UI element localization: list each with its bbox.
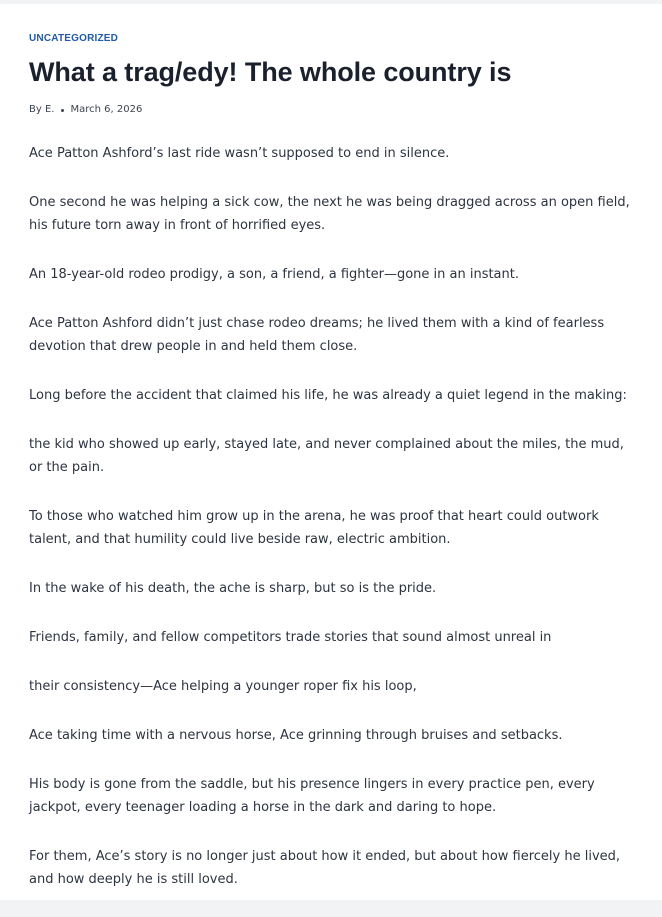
paragraph: To those who watched him grow up in the arena, he was proof that heart could outwork talent, and that humility could live beside raw, electric ambition. bbox=[29, 509, 599, 547]
paragraph: His body is gone from the saddle, but his presence lingers in every practice pen, every jackpot, every teenager loading a horse in the dark and daring to hope. bbox=[29, 777, 595, 815]
paragraph: An 18-year-old rodeo prodigy, a son, a friend, a fighter—gone in an instant. bbox=[29, 267, 519, 282]
author-link[interactable]: By E. bbox=[29, 104, 55, 115]
paragraph: the kid who showed up early, stayed late, and never complained about the miles, the mud, or the pain. bbox=[29, 437, 624, 475]
paragraph: Friends, family, and fellow competitors trade stories that sound almost unreal in bbox=[29, 630, 552, 645]
paragraph: For them, Ace’s story is no longer just about how it ended, but about how fiercely he lived, and how deeply he is still loved. bbox=[29, 849, 621, 887]
category-link[interactable]: UNCATEGORIZED bbox=[29, 33, 119, 44]
paragraph: Ace taking time with a nervous horse, Ace grinning through bruises and setbacks. bbox=[29, 728, 563, 743]
paragraph: their consistency—Ace helping a younger roper fix his loop, bbox=[29, 679, 417, 694]
article-card bbox=[0, 4, 662, 900]
paragraph: Long before the accident that claimed his life, he was already a quiet legend in the making: bbox=[29, 388, 627, 403]
paragraph: In the wake of his death, the ache is sharp, but so is the pride. bbox=[29, 581, 437, 596]
meta-separator bbox=[61, 109, 64, 112]
article-meta bbox=[29, 103, 641, 117]
article-title: What a trag/edy! The whole country is bbox=[29, 57, 512, 87]
paragraph: One second he was helping a sick cow, the next he was being dragged across an open field, his future torn away in front of horrified eyes. bbox=[29, 195, 630, 233]
article-body bbox=[29, 142, 641, 891]
article-content bbox=[29, 32, 641, 917]
paragraph: Ace Patton Ashford’s last ride wasn’t supposed to end in silence. bbox=[29, 146, 450, 161]
post-date: March 6, 2026 bbox=[70, 104, 143, 115]
paragraph: Ace Patton Ashford didn’t just chase rodeo dreams; he lived them with a kind of fearless devotion that drew people in and held them close. bbox=[29, 316, 605, 354]
